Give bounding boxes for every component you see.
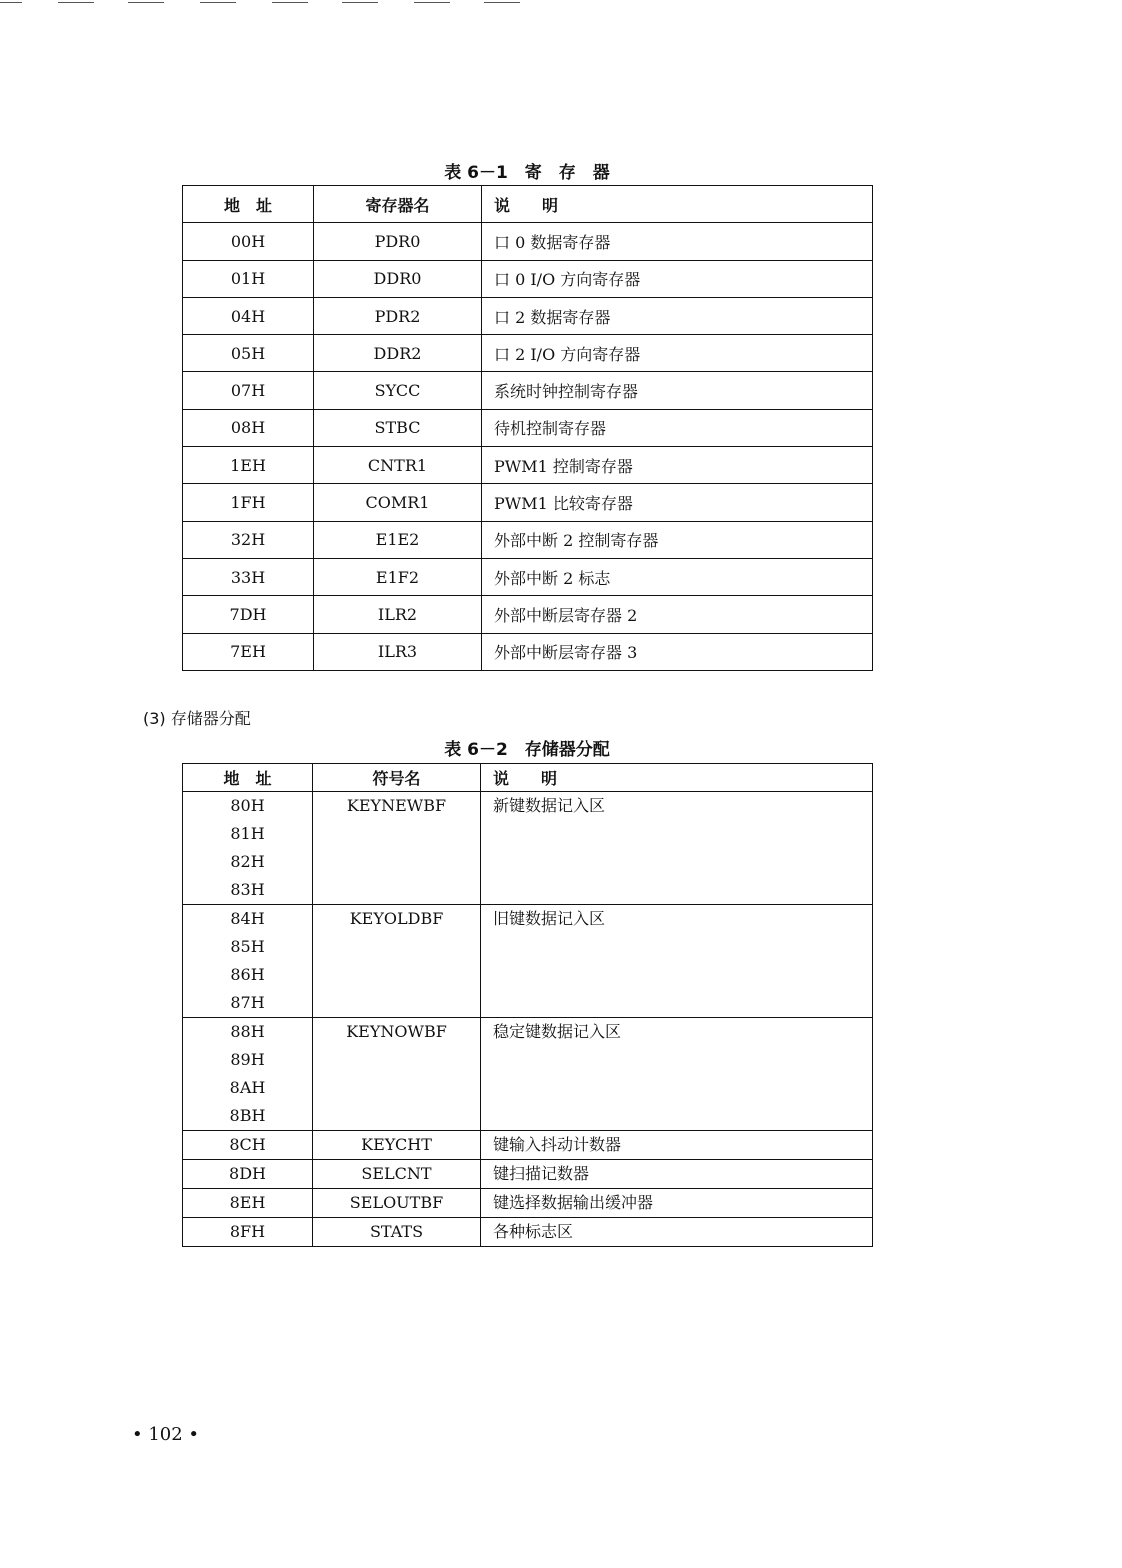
table1-desc: 待机控制寄存器 xyxy=(482,409,873,446)
table1-addr: 32H xyxy=(183,521,314,558)
table1-desc: PWM1 控制寄存器 xyxy=(482,447,873,484)
table2-addr: 82H xyxy=(230,852,265,871)
table2-desc: 键扫描记数器 xyxy=(481,1160,873,1189)
table-row xyxy=(183,905,873,1018)
table1-name: COMR1 xyxy=(314,484,482,521)
table2-desc-cell xyxy=(481,905,873,1018)
table2-header-name: 符号名 xyxy=(313,764,481,792)
table-row xyxy=(183,1189,873,1218)
table2-addr: 8CH xyxy=(183,1131,313,1160)
table-row xyxy=(183,1018,873,1131)
table2-addr: 8EH xyxy=(183,1189,313,1218)
table1-name: ILR3 xyxy=(314,633,482,670)
table1-desc: 外部中断 2 标志 xyxy=(482,558,873,595)
table2-desc: 稳定键数据记入区 xyxy=(493,1022,622,1041)
memory-allocation-table xyxy=(182,763,873,1247)
table2-addr-cell xyxy=(183,1018,313,1131)
table1-name: DDR2 xyxy=(314,335,482,372)
table1-desc: 外部中断层寄存器 2 xyxy=(482,596,873,633)
table1-desc: 外部中断层寄存器 3 xyxy=(482,633,873,670)
table2-desc: 各种标志区 xyxy=(481,1218,873,1247)
table1-header-addr: 地 址 xyxy=(183,186,314,223)
table2-addr: 8AH xyxy=(229,1078,266,1097)
table2-header-row xyxy=(183,764,873,792)
section-heading: (3) 存储器分配 xyxy=(143,709,251,728)
table-row xyxy=(183,372,873,409)
table1-desc: 系统时钟控制寄存器 xyxy=(482,372,873,409)
table-row xyxy=(183,1218,873,1247)
table2-desc-cell xyxy=(481,1018,873,1131)
table-row xyxy=(183,484,873,521)
table1-name: ILR2 xyxy=(314,596,482,633)
table1-addr: 33H xyxy=(183,558,314,595)
table-row xyxy=(183,596,873,633)
table2-name: KEYNEWBF xyxy=(346,796,447,815)
table1-name: DDR0 xyxy=(314,260,482,297)
table1-addr: 1FH xyxy=(183,484,314,521)
table2-name-cell xyxy=(313,792,481,905)
table1-caption: 表 6－1 寄 存 器 xyxy=(444,163,610,183)
table1-name: SYCC xyxy=(314,372,482,409)
table-row xyxy=(183,409,873,446)
table1-header-row xyxy=(183,186,873,223)
table-row xyxy=(183,297,873,334)
table1-addr: 7DH xyxy=(183,596,314,633)
table2-header-desc: 说 明 xyxy=(481,764,873,792)
table1-name: E1E2 xyxy=(314,521,482,558)
table1-desc: PWM1 比较寄存器 xyxy=(482,484,873,521)
table2-name: KEYCHT xyxy=(313,1131,481,1160)
table-row xyxy=(183,223,873,260)
table2-header-addr: 地 址 xyxy=(183,764,313,792)
table2-desc: 键输入抖动计数器 xyxy=(481,1131,873,1160)
table2-caption: 表 6－2 存储器分配 xyxy=(444,740,610,760)
table2-desc: 新键数据记入区 xyxy=(493,796,606,815)
table2-addr: 85H xyxy=(230,937,265,956)
table2-name-cell xyxy=(313,1018,481,1131)
table1-addr: 04H xyxy=(183,297,314,334)
table1-name: CNTR1 xyxy=(314,447,482,484)
table1-addr: 01H xyxy=(183,260,314,297)
table2-name: KEYNOWBF xyxy=(346,1022,447,1041)
table-row xyxy=(183,335,873,372)
table2-addr-cell xyxy=(183,905,313,1018)
table-row xyxy=(183,447,873,484)
table1-addr: 1EH xyxy=(183,447,314,484)
table1-name: STBC xyxy=(314,409,482,446)
register-table xyxy=(182,185,873,671)
table2-name-cell xyxy=(313,905,481,1018)
table-row xyxy=(183,1160,873,1189)
table-row xyxy=(183,1131,873,1160)
table2-name: KEYOLDBF xyxy=(349,909,444,928)
table-row xyxy=(183,260,873,297)
table-row xyxy=(183,521,873,558)
table1-desc: 口 2 I/O 方向寄存器 xyxy=(482,335,873,372)
table2-addr: 84H xyxy=(230,909,265,928)
table1-header-desc: 说 明 xyxy=(482,186,873,223)
table1-header-name: 寄存器名 xyxy=(314,186,482,223)
table2-name: SELOUTBF xyxy=(313,1189,481,1218)
table2-addr: 8BH xyxy=(229,1106,266,1125)
table2-addr: 86H xyxy=(230,965,265,984)
table1-addr: 00H xyxy=(183,223,314,260)
table1-desc: 口 0 I/O 方向寄存器 xyxy=(482,260,873,297)
table-row xyxy=(183,558,873,595)
table2-addr: 83H xyxy=(230,880,265,899)
table1-name: PDR2 xyxy=(314,297,482,334)
table2-addr: 81H xyxy=(230,824,265,843)
table-row xyxy=(183,633,873,670)
table2-desc: 键选择数据输出缓冲器 xyxy=(481,1189,873,1218)
table2-addr: 87H xyxy=(230,993,265,1012)
table2-addr: 88H xyxy=(230,1022,265,1041)
table1-desc: 口 2 数据寄存器 xyxy=(482,297,873,334)
table1-name: PDR0 xyxy=(314,223,482,260)
table1-desc: 口 0 数据寄存器 xyxy=(482,223,873,260)
table2-addr: 89H xyxy=(230,1050,265,1069)
table-row xyxy=(183,792,873,905)
table1-desc: 外部中断 2 控制寄存器 xyxy=(482,521,873,558)
table2-desc-cell xyxy=(481,792,873,905)
table2-name: STATS xyxy=(313,1218,481,1247)
table1-addr: 08H xyxy=(183,409,314,446)
top-edge-marks xyxy=(0,0,560,6)
table2-desc: 旧键数据记入区 xyxy=(493,909,606,928)
table2-addr-cell xyxy=(183,792,313,905)
page-number: • 102 • xyxy=(132,1424,200,1445)
table1-addr: 07H xyxy=(183,372,314,409)
table1-addr: 05H xyxy=(183,335,314,372)
table2-addr: 8DH xyxy=(183,1160,313,1189)
table2-name: SELCNT xyxy=(313,1160,481,1189)
table1-name: E1F2 xyxy=(314,558,482,595)
table2-addr: 8FH xyxy=(183,1218,313,1247)
table2-addr: 80H xyxy=(230,796,265,815)
table1-addr: 7EH xyxy=(183,633,314,670)
